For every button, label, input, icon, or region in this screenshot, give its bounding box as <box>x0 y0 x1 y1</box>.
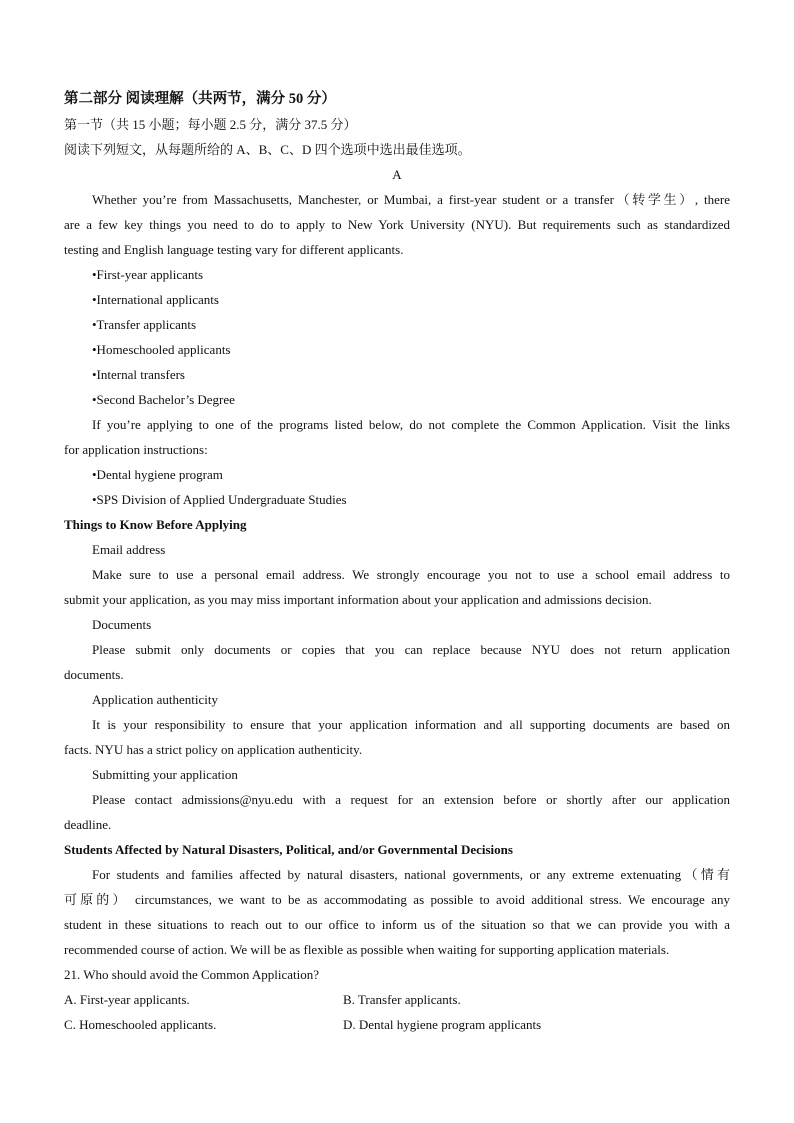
exam-page <box>64 86 730 1037</box>
disasters-line: 可原的） circumstances, we want to be as accommodating as possible to avoid additional stress. We encourage any <box>64 892 730 907</box>
options-row <box>64 1012 730 1037</box>
submitting-line: deadline. <box>64 817 112 832</box>
email-line: Make sure to use a personal email address. We strongly encourage you not to use a school email address to <box>92 567 730 582</box>
section-heading: 第二部分 阅读理解（共两节，满分 50 分） <box>64 91 336 107</box>
authenticity-line: It is your responsibility to ensure that your application information and all supporting documents are based on <box>92 717 730 732</box>
documents-line: Please submit only documents or copies that you can replace because NYU does not return application <box>92 642 730 657</box>
things-heading: Things to Know Before Applying <box>64 517 247 532</box>
applicant-type-item: •Second Bachelor’s Degree <box>92 392 235 407</box>
applicant-type-item: •Internal transfers <box>92 367 185 382</box>
authenticity-line: facts. NYU has a strict policy on application authenticity. <box>64 742 363 757</box>
applicant-type-item: •Transfer applicants <box>92 317 197 332</box>
disasters-line: student in these situations to reach out to our office to inform us of the situation so that we can provide you with a <box>64 917 730 932</box>
applicant-type-item: •First-year applicants <box>92 267 204 282</box>
option-c: C. Homeschooled applicants. <box>64 1017 217 1032</box>
program-item: •Dental hygiene program <box>92 467 223 482</box>
reading-instruction: 阅读下列短文，从每题所给的 A、B、C、D 四个选项中选出最佳选项。 <box>64 142 471 157</box>
disasters-heading: Students Affected by Natural Disasters, Political, and/or Governmental Decisions <box>64 842 513 857</box>
intro-line: Whether you’re from Massachusetts, Manchester, or Mumbai, a first-year student or a transfer（转学生）, there <box>92 192 730 207</box>
program-item: •SPS Division of Applied Undergraduate Studies <box>92 492 347 507</box>
option-b: B. Transfer applicants. <box>343 992 461 1007</box>
submitting-line: Please contact admissions@nyu.edu with a request for an extension before or shortly after our application <box>92 792 730 807</box>
disasters-line: For students and families affected by natural disasters, national governments, or any extreme extenuating（情有 <box>92 867 730 882</box>
programs-line: for application instructions: <box>64 442 208 457</box>
intro-line: testing and English language testing vary for different applicants. <box>64 242 404 257</box>
section-subheading: 第一节（共 15 小题；每小题 2.5 分，满分 37.5 分） <box>64 117 357 132</box>
email-line: submit your application, as you may miss important information about your application and admissions decision. <box>64 592 652 607</box>
applicant-type-item: •Homeschooled applicants <box>92 342 231 357</box>
authenticity-title: Application authenticity <box>92 692 218 707</box>
programs-line: If you’re applying to one of the programs listed below, do not complete the Common Application. Visit the links <box>92 417 730 432</box>
question-stem: 21. Who should avoid the Common Application? <box>64 967 320 982</box>
option-a: A. First-year applicants. <box>64 992 190 1007</box>
option-d: D. Dental hygiene program applicants <box>343 1017 542 1032</box>
documents-title: Documents <box>92 617 152 632</box>
passage-label: A <box>392 167 402 182</box>
submitting-title: Submitting your application <box>92 767 238 782</box>
disasters-line: recommended course of action. We will be as flexible as possible when waiting for supporting application materials. <box>64 942 670 957</box>
options-row <box>64 987 730 1012</box>
documents-line: documents. <box>64 667 124 682</box>
email-title: Email address <box>92 542 166 557</box>
applicant-type-item: •International applicants <box>92 292 219 307</box>
intro-line: are a few key things you need to do to apply to New York University (NYU). But requirements such as standardized <box>64 217 730 232</box>
